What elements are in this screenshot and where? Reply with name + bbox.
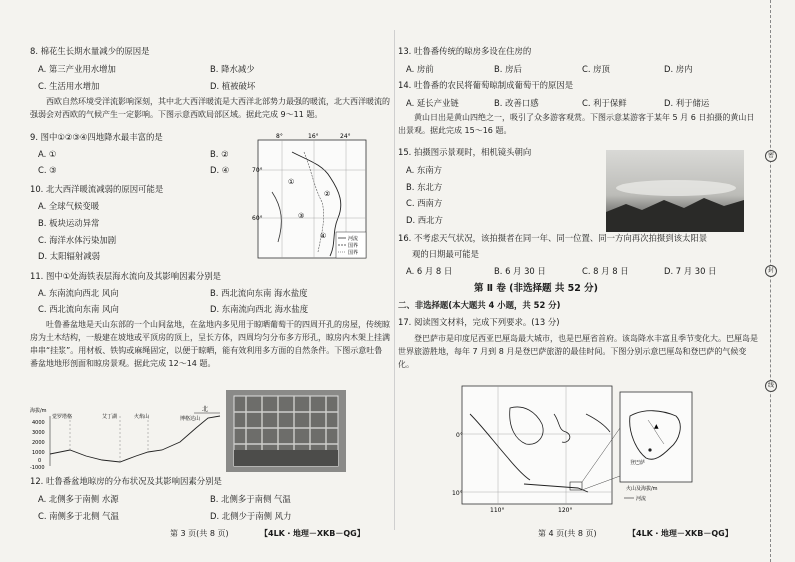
svg-text:①: ①	[288, 178, 295, 186]
q16-option-b: B. 6 月 30 日	[494, 266, 546, 276]
q10-option-b: B. 板块运动异常	[38, 218, 100, 228]
sunrise-photo	[606, 150, 744, 232]
western-europe-map	[252, 132, 370, 262]
profile-label-1: 觉罗塔格	[52, 414, 73, 420]
svg-text:④: ④	[320, 232, 327, 240]
seal-mark-2: 封	[765, 265, 777, 277]
q15-option-b: B. 东北方	[406, 182, 443, 192]
map2-lon120: 120°	[558, 507, 573, 514]
q12-option-d: D. 北侧少于南侧 风力	[210, 511, 292, 521]
q11-option-b: B. 西北流向东南 海水盐度	[210, 288, 308, 298]
drying-house-photo	[226, 390, 346, 472]
binding-margin	[767, 0, 795, 562]
q11-stem: 11. 图中①处海铁表层海水流向及其影响因素分别是	[30, 271, 221, 281]
q13-option-a: A. 房前	[406, 64, 434, 74]
q16-stem-line2: 观的日期最可能是	[412, 249, 479, 259]
q11-option-d: D. 东南流向西北 海水盐度	[210, 304, 309, 314]
profile-tick-4000: 4000	[32, 420, 45, 426]
q12-option-c: C. 南侧多于北侧 气温	[38, 511, 119, 521]
map1-legend-border2: 国界	[348, 250, 359, 256]
q12-option-a: A. 北侧多于南侧 水源	[38, 494, 119, 504]
profile-label-4: 博格达山	[180, 416, 201, 422]
q9-option-c: C. ③	[38, 165, 57, 175]
part-2-heading: 二、非选择题(本大题共 4 小题，共 52 分)	[398, 300, 561, 310]
q16-option-d: D. 7 月 30 日	[664, 266, 717, 276]
map2-lat0: 0°	[456, 432, 463, 439]
svg-text:③: ③	[298, 212, 305, 220]
profile-ylabel: 海拔/m	[30, 408, 47, 414]
q16-stem-line1: 16. 不考虑天气状况，该拍摄者在同一年、同一位置、同一方向再次拍摄到该太阳景	[398, 233, 708, 243]
left-exam-code: 【4LK・地理－XKB－QG】	[260, 529, 365, 538]
profile-tick-neg: -1000	[30, 465, 45, 471]
q14-stem: 14. 吐鲁番的农民将葡萄晾制成葡萄干的原因是	[398, 80, 574, 90]
q8-stem: 8. 棉花生长期水量减少的原因是	[30, 46, 150, 56]
seal-mark-3: 线	[765, 380, 777, 392]
q14-option-a: A. 延长产业链	[406, 98, 459, 108]
q12-stem: 12. 吐鲁番盆地晾房的分布状况及其影响因素分别是	[30, 476, 222, 486]
q8-option-c: C. 生活用水增加	[38, 81, 100, 91]
q15-stem: 15. 拍摄图示景观时，相机镜头朝向	[398, 147, 532, 157]
q10-option-c: C. 海洋水体污染加剧	[38, 235, 117, 245]
profile-tick-1000: 1000	[32, 450, 45, 456]
q11-option-c: C. 西北流向东南 风向	[38, 304, 119, 314]
profile-tick-2000: 2000	[32, 440, 45, 446]
map2-lon110: 110°	[490, 507, 505, 514]
q15-option-a: A. 东南方	[406, 165, 443, 175]
map1-legend-river: 河流	[348, 236, 359, 242]
map2-river-legend: 河流	[636, 496, 647, 502]
q16-option-c: C. 8 月 8 日	[582, 266, 629, 276]
right-exam-code: 【4LK・地理－XKB－QG】	[628, 529, 733, 538]
map2-lat10: 10°	[452, 490, 463, 497]
profile-north: 北	[202, 406, 209, 413]
indonesia-map	[452, 384, 696, 514]
q9-stem: 9. 图中①②③④四地降水最丰富的是	[30, 132, 163, 142]
profile-label-3: 火焰山	[134, 414, 150, 420]
section-2-title: 第 Ⅱ 卷 (非选择题 共 52 分)	[474, 283, 599, 294]
column-divider	[394, 30, 395, 530]
q14-option-b: B. 改善口感	[494, 98, 539, 108]
q13-option-d: D. 房内	[664, 64, 693, 74]
q15-option-c: C. 西南方	[406, 198, 443, 208]
svg-text:②: ②	[324, 190, 331, 198]
map1-lon2: 16°	[308, 133, 319, 140]
map1-lon3: 24°	[340, 133, 351, 140]
q10-option-a: A. 全球气候变暖	[38, 201, 100, 211]
q9-option-b: B. ②	[210, 149, 229, 159]
map1-lat2: 60°	[252, 215, 263, 222]
map2-city: 登巴萨	[630, 460, 646, 466]
map2-volcano-legend: 火山及海拔/m	[626, 486, 658, 492]
q16-option-a: A. 6 月 8 日	[406, 266, 453, 276]
q8-option-b: B. 降水减少	[210, 64, 255, 74]
profile-tick-3000: 3000	[32, 430, 45, 436]
q14-option-d: D. 利于储运	[664, 98, 710, 108]
q15-option-d: D. 西北方	[406, 215, 443, 225]
map1-legend-border: 国界	[348, 243, 359, 249]
q12-option-b: B. 北侧多于南侧 气温	[210, 494, 291, 504]
passage-western-europe: 西欧自然环境受洋流影响深刻，其中北大西洋暖流是大西洋北部势力最强的暖流，北大西洋暖流的强弱会对西欧的气候产生一定影响。下图示意西欧局部区域。据此完成 9～11 题。	[30, 97, 390, 119]
profile-tick-0: 0	[38, 458, 42, 464]
passage-bali: 登巴萨市是印度尼西亚巴厘岛最大城市，也是巴厘省首府。该岛降水丰富且季节变化大。巴厘岛是世界旅游胜地，每年 7 月到 8 月是登巴萨旅游的最佳时间。下图分别示意巴厘岛和登巴萨的气候变化。	[398, 334, 758, 369]
q8-option-a: A. 第三产业用水增加	[38, 64, 116, 74]
q13-option-b: B. 房后	[494, 64, 522, 74]
passage-turpan: 吐鲁番盆地是天山东部的一个山间盆地，在盆地内多见用于晾晒葡萄干的四周开孔的房屋，传统晾房为土木结构，一般建在坡地或平顶房的顶上，呈长方体，四周均匀分布多方形孔，晾房内木架上挂满串串“挂浆”。用材板、铁钩或麻绳固定，以便于晾晒，能有效利用多方面的自然条件。下图示意吐鲁番盆地地形剖面和晾房景观。据此完成 12～14 题。	[30, 320, 390, 368]
q14-option-c: C. 利于保鲜	[582, 98, 627, 108]
q10-option-d: D. 太阳辐射减弱	[38, 251, 101, 261]
map1-lat1: 70°	[252, 167, 263, 174]
q10-stem: 10. 北大西洋暖流减弱的原因可能是	[30, 184, 164, 194]
q17-stem: 17. 阅读图文材料，完成下列要求。(13 分)	[398, 317, 560, 327]
right-page-number: 第 4 页(共 8 页)	[538, 529, 597, 538]
seal-mark-1: 密	[765, 150, 777, 162]
svg-text:▲: ▲	[654, 423, 659, 430]
q8-option-d: D. 植被破坏	[210, 81, 256, 91]
q13-stem: 13. 吐鲁番传统的晾房多设在住房的	[398, 46, 532, 56]
terrain-profile	[30, 404, 222, 472]
q9-option-d: D. ④	[210, 165, 230, 175]
map1-lon1: 8°	[276, 133, 283, 140]
left-page-number: 第 3 页(共 8 页)	[170, 529, 229, 538]
q13-option-c: C. 房顶	[582, 64, 610, 74]
q11-option-a: A. 东南流向西北 风向	[38, 288, 119, 298]
profile-label-2: 艾丁湖	[102, 414, 118, 420]
q9-option-a: A. ①	[38, 149, 57, 159]
passage-huangshan: 黄山日出是黄山四绝之一，吸引了众多游客观赏。下图示意某游客于某年 5 月 6 日拍摄的黄山日出景观。据此完成 15～16 题。	[398, 113, 755, 135]
